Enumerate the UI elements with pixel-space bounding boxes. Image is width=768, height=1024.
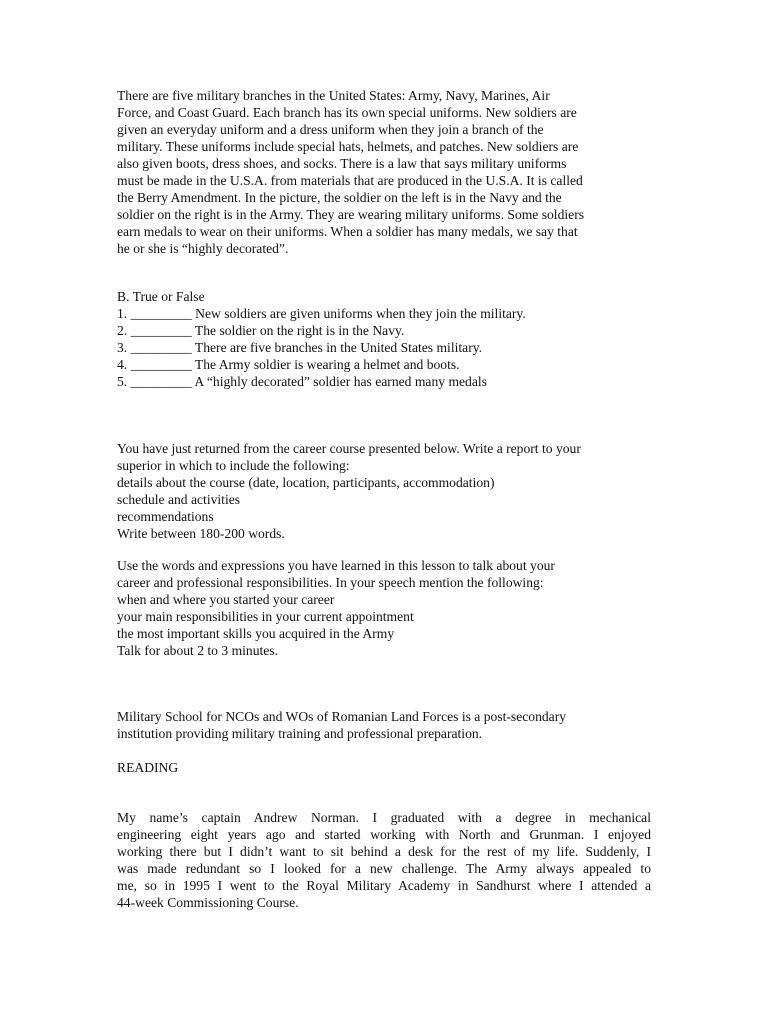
section-heading: B. True or False xyxy=(117,289,205,304)
text-line: Talk for about 2 to 3 minutes. xyxy=(117,643,279,658)
text-line: recommendations xyxy=(117,509,214,524)
text-line: superior in which to include the following: xyxy=(117,458,350,473)
text-line: given an everyday uniform and a dress uniform when they join a branch of the xyxy=(117,122,544,137)
text-line: the most important skills you acquired in the Army xyxy=(117,626,395,641)
speaking-task xyxy=(117,557,555,659)
text-line: Use the words and expressions you have learned in this lesson to talk about your xyxy=(117,558,555,573)
text-line: when and where you started your career xyxy=(117,592,335,607)
text-line: earn medals to wear on their uniforms. When a soldier has many medals, we say that xyxy=(117,224,578,239)
text-line: the Berry Amendment. In the picture, the soldier on the left is in the Navy and the xyxy=(117,190,562,205)
text-line: You have just returned from the career course presented below. Write a report to your xyxy=(117,441,581,456)
text-line: me, so in 1995 I went to the Royal Military Academy in Sandhurst where I attended a xyxy=(117,878,651,893)
reading-heading xyxy=(117,759,178,776)
text-line: career and professional responsibilities. In your speech mention the following: xyxy=(117,575,544,590)
intro-paragraph xyxy=(117,87,652,257)
true-false-item: 3. _________ There are five branches in the United States military. xyxy=(117,340,483,355)
text-line: There are five military branches in the United States: Army, Navy, Marines, Air xyxy=(117,88,550,103)
reading-paragraph xyxy=(117,809,651,911)
text-line: must be made in the U.S.A. from materials that are produced in the U.S.A. It is called xyxy=(117,173,583,188)
text-line: Military School for NCOs and WOs of Romanian Land Forces is a post-secondary xyxy=(117,709,567,724)
true-false-item: 5. _________ A “highly decorated” soldier has earned many medals xyxy=(117,374,487,389)
text-line: Force, and Coast Guard. Each branch has its own special uniforms. New soldiers are xyxy=(117,105,577,120)
text-line: Write between 180-200 words. xyxy=(117,526,285,541)
text-line: 44-week Commissioning Course. xyxy=(117,895,299,910)
text-line: was made redundant so I looked for a new challenge. The Army always appealed to xyxy=(117,861,651,876)
text-line: also given boots, dress shoes, and socks. There is a law that says military uniforms xyxy=(117,156,567,171)
school-paragraph xyxy=(117,708,566,742)
true-false-section xyxy=(117,288,526,390)
true-false-item: 4. _________ The Army soldier is wearing a helmet and boots. xyxy=(117,357,460,372)
true-false-item: 2. _________ The soldier on the right is in the Navy. xyxy=(117,323,405,338)
text-line: working there but I didn’t want to sit behind a desk for the rest of my life. Suddenly, I xyxy=(117,844,651,859)
text-line: he or she is “highly decorated”. xyxy=(117,241,289,256)
text-line: My name’s captain Andrew Norman. I graduated with a degree in mechanical xyxy=(117,810,651,825)
text-line: engineering eight years ago and started working with North and Grunman. I enjoyed xyxy=(117,827,651,842)
text-line: institution providing military training and professional preparation. xyxy=(117,726,483,741)
true-false-item: 1. _________ New soldiers are given uniforms when they join the military. xyxy=(117,306,526,321)
text-line: soldier on the right is in the Army. They are wearing military uniforms. Some soldiers xyxy=(117,207,585,222)
report-task xyxy=(117,440,581,542)
text-line: details about the course (date, location, participants, accommodation) xyxy=(117,475,495,490)
text-line: schedule and activities xyxy=(117,492,241,507)
section-heading: READING xyxy=(117,760,179,775)
text-line: your main responsibilities in your current appointment xyxy=(117,609,414,624)
text-line: military. These uniforms include special hats, helmets, and patches. New soldiers are xyxy=(117,139,579,154)
